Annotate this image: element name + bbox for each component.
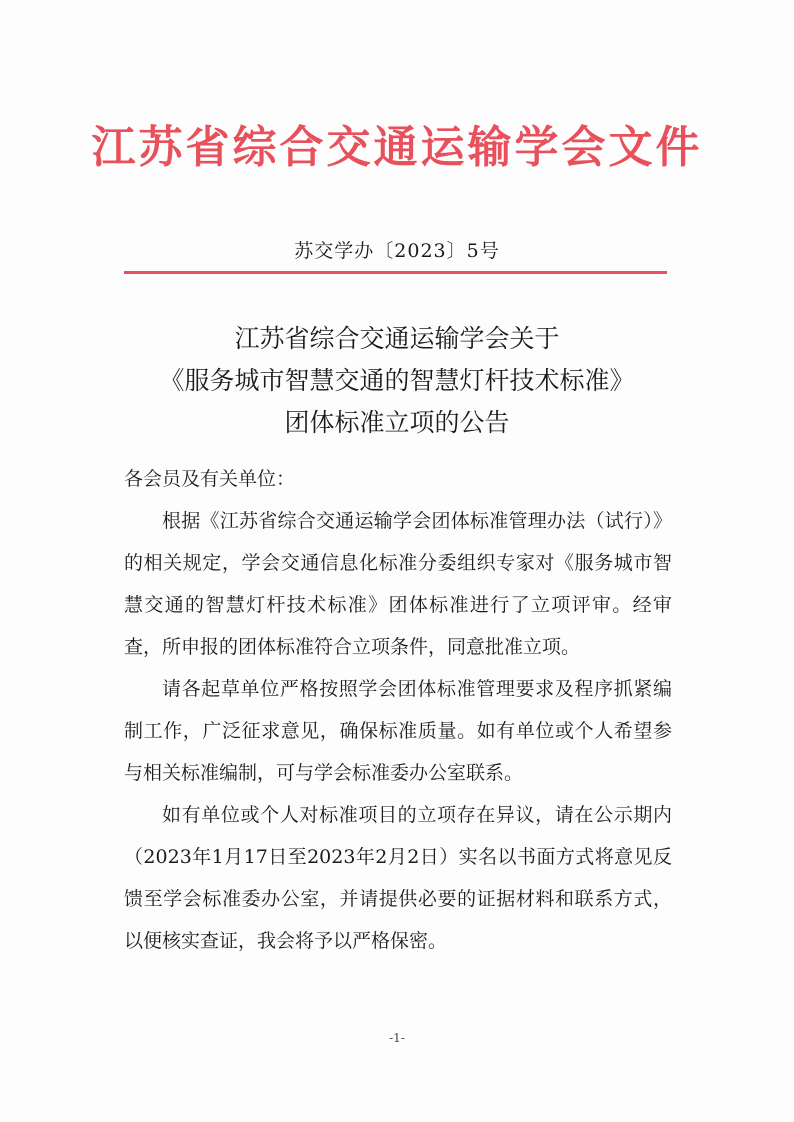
paragraph-3: 如有单位或个人对标准项目的立项存在异议，请在公示期内（2023年1月17日至2023年2月2日）实名以书面方式将意见反馈至学会标准委办公室，并请提供必要的证据材料和联系方式，以便核实查证，我会将予以严格保密。 — [124, 804, 672, 952]
red-divider-rule — [124, 271, 667, 274]
title-line-3: 团体标准立项的公告 — [284, 408, 510, 437]
paragraph-1: 根据《江苏省综合交通运输学会团体标准管理办法（试行）》的相关规定，学会交通信息化标准分委组织专家对《服务城市智慧交通的智慧灯杆技术标准》团体标准进行了立项评审。经审查，所申报的团体标准符合立项条件，同意批准立项。 — [124, 510, 672, 658]
title-line-2: 《服务城市智慧交通的智慧灯杆技术标准》 — [159, 366, 635, 395]
paragraph-2: 请各起草单位严格按照学会团体标准管理要求及程序抓紧编制工作，广泛征求意见，确保标准质量。如有单位或个人希望参与相关标准编制，可与学会标准委办公室联系。 — [124, 678, 672, 784]
document-title — [0, 318, 794, 444]
page-number: -1- — [389, 1031, 405, 1045]
salutation: 各会员及有关单位： — [124, 468, 296, 490]
masthead-title: 江苏省综合交通运输学会文件 — [91, 122, 703, 173]
document-number: 苏交学办〔2023〕5号 — [294, 240, 500, 262]
title-line-1: 江苏省综合交通运输学会关于 — [234, 324, 560, 353]
document-body — [124, 458, 672, 962]
